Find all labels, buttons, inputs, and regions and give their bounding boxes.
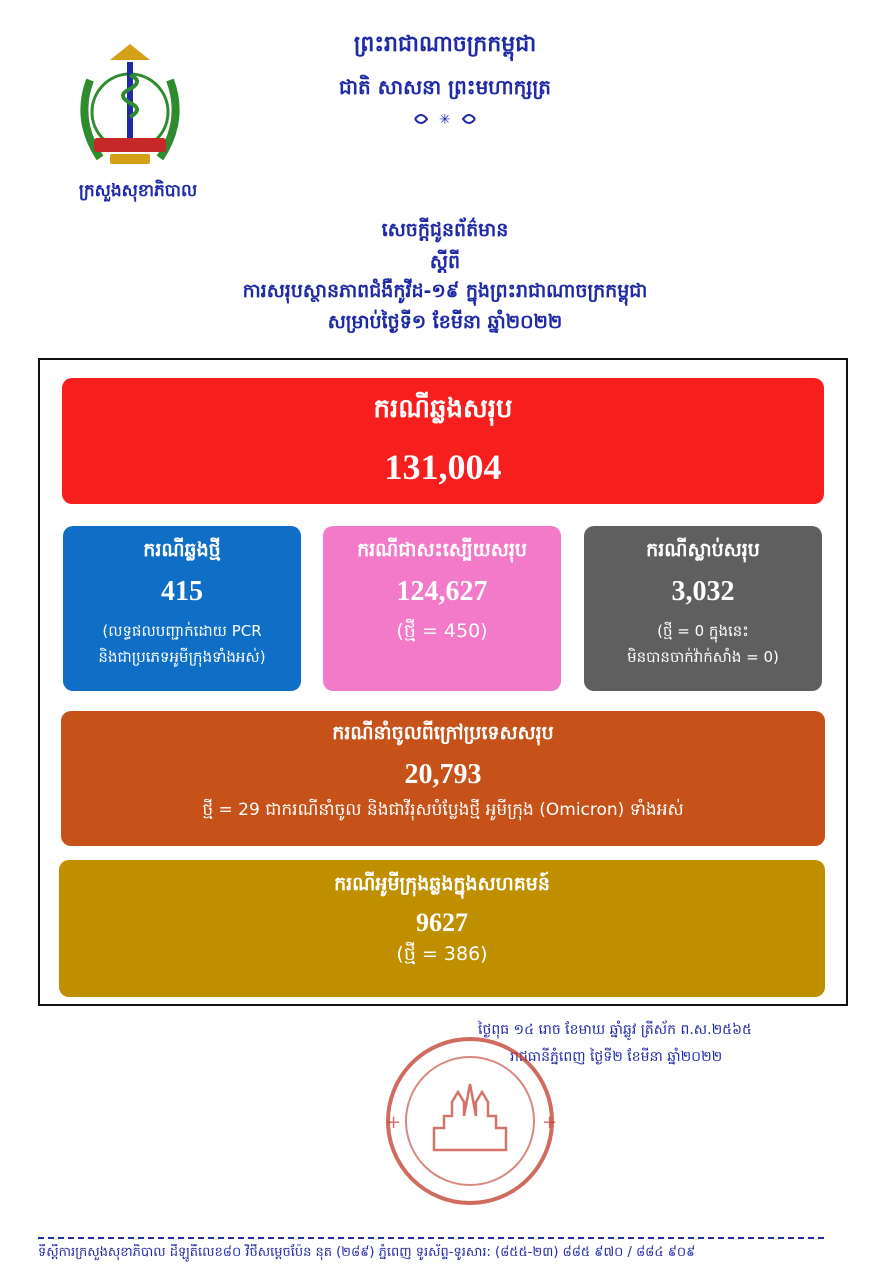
new-cases-card [63, 526, 301, 691]
omicron-community-value: 9627 [416, 908, 468, 937]
new-cases-value: 415 [161, 576, 203, 607]
imported-cases-card [61, 711, 825, 846]
ministry-name: ក្រសួងសុខាភិបាល [78, 181, 198, 201]
doc-title-line4: សម្រាប់ថ្ងៃទី១ ខែមីនា ឆ្នាំ២០២២ [327, 311, 563, 333]
doc-title-line2: ស្តីពី [429, 251, 461, 273]
omicron-community-card [59, 860, 825, 997]
omicron-community-note: (ថ្មី = 386) [396, 943, 488, 965]
official-seal-icon [372, 1032, 568, 1210]
footer-address: ទីស្តីការក្រសួងសុខាភិបាល ដីឡូតិ៍លេខ៨០ វិថីសម្តេចប៉ែន នុត (២៨៩) ភ្នំពេញ ទូរស័ព្ទ-ទូរសារ: (៨៥៥-២៣) ៨៨៥ ៩៧០ / ៨៨៤ ៩០៩ [38, 1245, 696, 1260]
deaths-card [584, 526, 822, 691]
total-cases-card [62, 378, 824, 504]
ministry-emblem-icon [70, 40, 190, 170]
recovered-label: ករណីជាសះស្បើយសរុប [357, 539, 527, 561]
recovered-note: (ថ្មី = 450) [396, 620, 488, 642]
svg-text:+: + [542, 1112, 558, 1133]
deaths-note-1: (ថ្មី = 0 ក្នុងនេះ [657, 622, 749, 640]
ornament-icon [405, 110, 485, 132]
total-cases-value: 131,004 [384, 447, 502, 487]
deaths-value: 3,032 [671, 576, 735, 607]
imported-cases-note: ថ្មី = 29 ជាករណីនាំចូល និងជាវីរុសបំប្លែងថ្មី អូមីក្រុង (Omicron) ទាំងអស់ [202, 800, 684, 820]
new-cases-note-2: និងជាប្រភេទអូមីក្រុងទាំងអស់) [98, 648, 266, 666]
recovered-card [323, 526, 561, 691]
recovered-value: 124,627 [396, 576, 488, 607]
imported-cases-label: ករណីនាំចូលពីក្រៅប្រទេសសរុប [332, 722, 554, 744]
ministry-logo [70, 40, 190, 170]
deaths-note-2: មិនបានចាក់វ៉ាក់សាំង = 0) [627, 648, 779, 666]
issue-date: រាជធានីភ្នំពេញ ថ្ងៃទី២ ខែមីនា ឆ្នាំ២០២២ [510, 1049, 723, 1065]
national-motto: ជាតិ សាសនា ព្រះមហាក្សត្រ [339, 75, 551, 99]
doc-title-line1: សេចក្តីជូនព័ត៌មាន [381, 219, 509, 241]
new-cases-label: ករណីឆ្លងថ្មី [143, 539, 221, 561]
footer-divider [38, 1237, 824, 1239]
doc-title-line3: ការសរុបស្ថានភាពជំងឺកូវីដ-១៩ ក្នុងព្រះរាជាណាចក្រកម្ពុជា [242, 280, 648, 302]
kingdom-title: ព្រះរាជាណាចក្រកម្ពុជា [353, 32, 537, 57]
total-cases-label: ករណីឆ្លងសរុប [373, 394, 513, 424]
deaths-label: ករណីស្លាប់សរុប [646, 539, 760, 561]
svg-text:✳: ✳ [439, 112, 451, 128]
svg-text:+: + [386, 1112, 402, 1133]
lunar-date: ថ្ងៃពុធ ១៤ រោច ខែមាឃ ឆ្នាំឆ្លូវ ត្រីស័ក ព.ស.២៥៦៥ [478, 1022, 752, 1038]
imported-cases-value: 20,793 [404, 759, 482, 790]
omicron-community-label: ករណីអូមីក្រុងឆ្លងក្នុងសហគមន៍ [334, 873, 550, 895]
new-cases-note-1: (លទ្ធផលបញ្ជាក់ដោយ PCR [102, 622, 262, 640]
